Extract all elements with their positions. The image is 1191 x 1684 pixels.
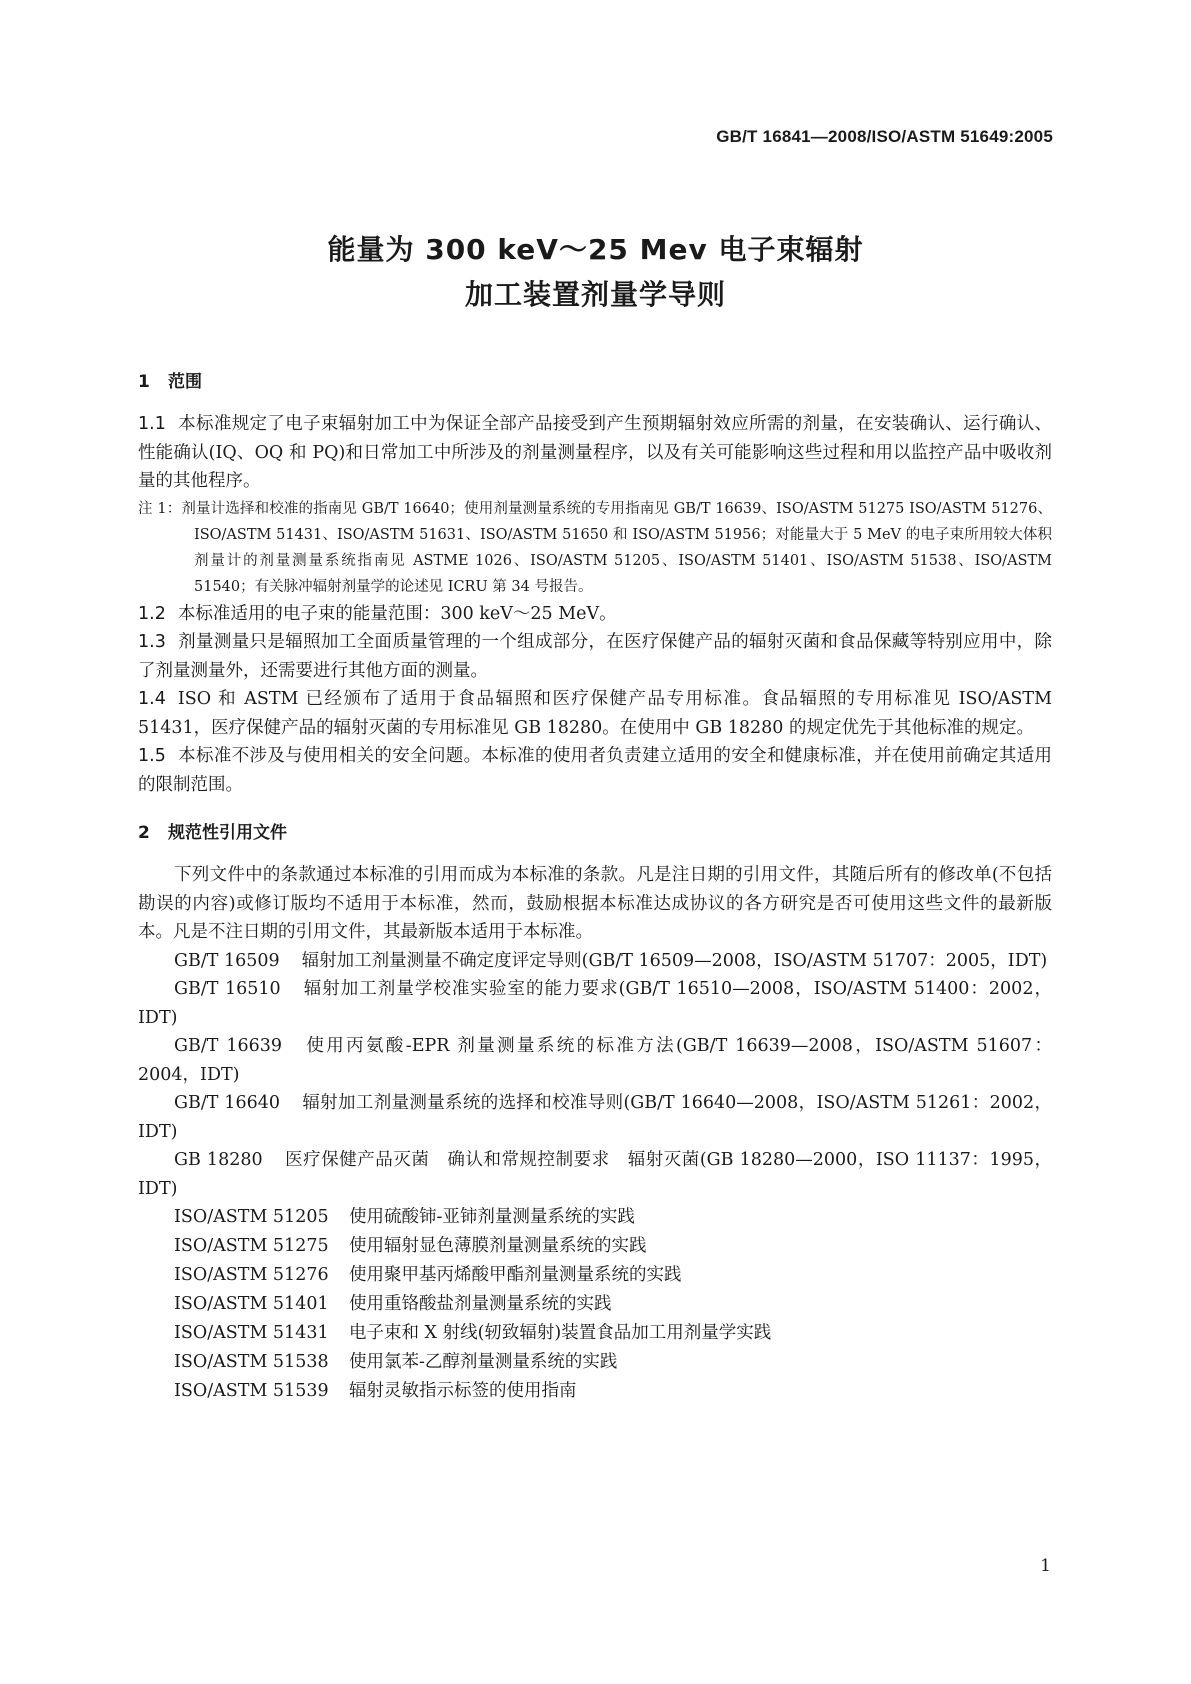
reference-title: 使用辐射显色薄膜剂量测量系统的实践 xyxy=(349,1236,647,1256)
reference-item xyxy=(138,1290,1052,1319)
reference-code: GB/T 16509 xyxy=(174,950,280,971)
reference-title: 使用硫酸铈-亚铈剂量测量系统的实践 xyxy=(349,1207,635,1227)
reference-title: 辐射加工剂量测量系统的选择和校准导则(GB/T 16640—2008，ISO/ASTM 51261：2002，IDT) xyxy=(138,1093,1052,1142)
clause-1-1 xyxy=(138,410,1052,496)
clause-number: 1.1 xyxy=(138,414,166,434)
clause-1-2 xyxy=(138,600,1052,629)
document-body xyxy=(138,368,1052,1406)
section-title: 规范性引用文件 xyxy=(168,823,287,843)
reference-title: 电子束和 X 射线(轫致辐射)装置食品加工用剂量学实践 xyxy=(349,1323,772,1343)
reference-code: ISO/ASTM 51275 xyxy=(174,1236,329,1256)
clause-number: 1.3 xyxy=(138,632,166,652)
reference-code: ISO/ASTM 51401 xyxy=(174,1294,329,1314)
reference-title: 使用重铬酸盐剂量测量系统的实践 xyxy=(349,1294,612,1314)
reference-title: 使用氯苯-乙醇剂量测量系统的实践 xyxy=(349,1352,618,1372)
reference-item xyxy=(138,1319,1052,1348)
reference-code: GB 18280 xyxy=(174,1150,263,1170)
reference-item xyxy=(138,1377,1052,1406)
reference-item xyxy=(138,947,1052,976)
clause-text: 本标准规定了电子束辐射加工中为保证全部产品接受到产生预期辐射效应所需的剂量，在安装确认、运行确认、性能确认(IQ、OQ 和 PQ)和日常加工中所涉及的剂量测量程序，以及有关可能影响这些过程和用以监控产品中吸收剂量的其他程序。 xyxy=(138,414,1052,491)
reference-title: 使用丙氨酸-EPR 剂量测量系统的标准方法(GB/T 16639—2008，ISO/ASTM 51607：2004，IDT) xyxy=(138,1036,1052,1085)
reference-code: ISO/ASTM 51276 xyxy=(174,1265,329,1285)
clause-1-4 xyxy=(138,685,1052,742)
reference-title: 辐射加工剂量测量不确定度评定导则(GB/T 16509—2008，ISO/ASTM 51707：2005，IDT) xyxy=(301,950,1048,971)
page-number: 1 xyxy=(1040,1556,1051,1576)
section-number: 1 xyxy=(138,372,150,392)
reference-code: GB/T 16640 xyxy=(174,1093,280,1113)
clause-text: 本标准适用的电子束的能量范围：300 keV～25 MeV。 xyxy=(177,603,617,624)
note-text: 剂量计选择和校准的指南见 GB/T 16640；使用剂量测量系统的专用指南见 GB/T 16639、ISO/ASTM 51275 ISO/ASTM 51276、ISO/ASTM 51431、ISO/ASTM 51631、ISO/ASTM 51650 和 ISO/ASTM 51956；对能量大于 5 MeV 的电子束所用较大体积剂量计的剂量测量系统指南见 ASTME 1026、ISO/ASTM 51205、ISO/ASTM 51401、ISO/ASTM 51538、ISO/ASTM 51540；有关脉冲辐射剂量学的论述见 ICRU 第 34 号报告。 xyxy=(181,500,1052,595)
reference-code: ISO/ASTM 51431 xyxy=(174,1323,329,1343)
reference-item xyxy=(138,1348,1052,1377)
reference-code: ISO/ASTM 51538 xyxy=(174,1352,329,1372)
reference-item xyxy=(138,1203,1052,1232)
reference-title: 辐射灵敏指示标签的使用指南 xyxy=(349,1381,577,1401)
reference-item xyxy=(138,1089,1052,1146)
clause-text: 本标准不涉及与使用相关的安全问题。本标准的使用者负责建立适用的安全和健康标准，并在使用前确定其适用的限制范围。 xyxy=(138,746,1052,795)
reference-code: ISO/ASTM 51539 xyxy=(174,1381,329,1401)
clause-number: 1.2 xyxy=(138,603,166,624)
reference-title: 使用聚甲基丙烯酸甲酯剂量测量系统的实践 xyxy=(349,1265,682,1285)
clause-1-3 xyxy=(138,628,1052,685)
document-title-line-2: 加工装置剂量学导则 xyxy=(464,278,726,311)
reference-item xyxy=(138,1032,1052,1089)
section-number: 2 xyxy=(138,823,150,843)
section-title: 范围 xyxy=(168,372,202,392)
reference-item xyxy=(138,1232,1052,1261)
reference-code: ISO/ASTM 51205 xyxy=(174,1207,329,1227)
document-title-line-1: 能量为 300 keV～25 Mev 电子束辐射 xyxy=(327,233,864,266)
reference-title: 医疗保健产品灭菌 确认和常规控制要求 辐射灭菌(GB 18280—2000，ISO 11137：1995，IDT) xyxy=(138,1150,1052,1199)
section-2-heading xyxy=(138,819,1052,847)
clause-number: 1.5 xyxy=(138,746,166,766)
clause-text: 剂量测量只是辐照加工全面质量管理的一个组成部分，在医疗保健产品的辐射灭菌和食品保藏等特别应用中，除了剂量测量外，还需要进行其他方面的测量。 xyxy=(138,632,1052,681)
standard-code-header: GB/T 16841—2008/ISO/ASTM 51649:2005 xyxy=(716,127,1053,146)
clause-text: ISO 和 ASTM 已经颁布了适用于食品辐照和医疗保健产品专用标准。食品辐照的专用标准见 ISO/ASTM 51431，医疗保健产品的辐射灭菌的专用标准见 GB 18280。在使用中 GB 18280 的规定优先于其他标准的规定。 xyxy=(138,689,1052,738)
note-1 xyxy=(114,496,1052,600)
reference-code: GB/T 16510 xyxy=(174,979,281,999)
clause-number: 1.4 xyxy=(138,689,166,709)
reference-code: GB/T 16639 xyxy=(174,1036,283,1056)
note-label: 注 1： xyxy=(138,500,182,517)
reference-item xyxy=(138,975,1052,1032)
normative-references-intro: 下列文件中的条款通过本标准的引用而成为本标准的条款。凡是注日期的引用文件，其随后所有的修改单(不包括勘误的内容)或修订版均不适用于本标准，然而，鼓励根据本标准达成协议的各方研究是否可使用这些文件的最新版本。凡是不注日期的引用文件，其最新版本适用于本标准。 xyxy=(138,865,1052,942)
reference-item xyxy=(138,1261,1052,1290)
clause-1-5 xyxy=(138,742,1052,799)
reference-item xyxy=(138,1146,1052,1203)
section-1-heading xyxy=(138,368,1052,396)
reference-title: 辐射加工剂量学校准实验室的能力要求(GB/T 16510—2008，ISO/ASTM 51400：2002，IDT) xyxy=(138,979,1052,1028)
